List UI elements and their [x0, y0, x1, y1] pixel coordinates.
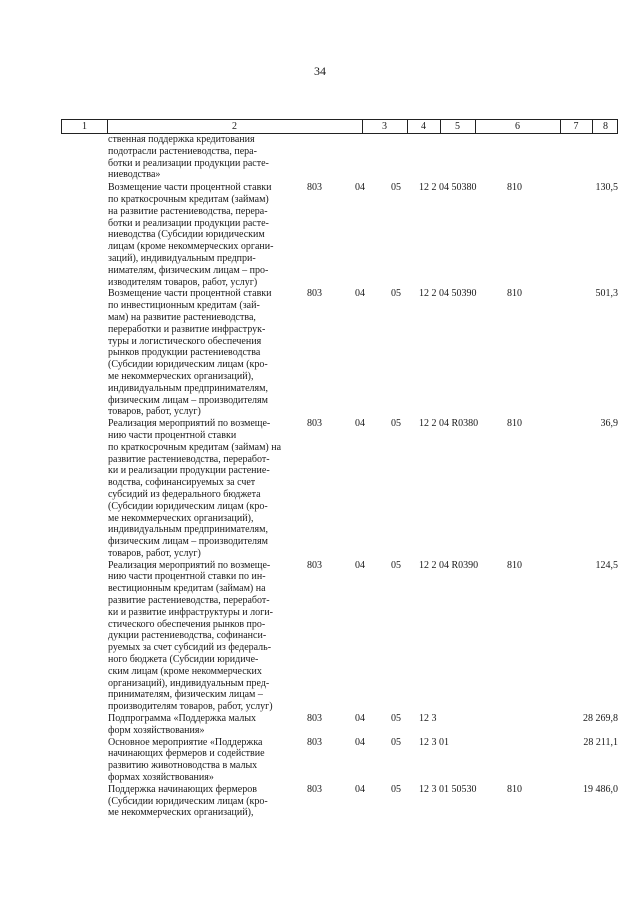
header-col-2: 2 — [232, 121, 237, 132]
row-subsection: 05 — [391, 288, 401, 300]
row-kbs: 803 — [307, 736, 322, 748]
row-kbs: 803 — [307, 418, 322, 430]
row-target-code: 12 2 04 R0380 — [419, 418, 479, 430]
row-section: 04 — [355, 288, 365, 300]
row-name: Возмещение части процентной ставки по инвестиционным кредитам (зай- мам) на развитие растениеводства, переработки и развитие инфраструк- туры и логистического обеспечения рынков продукции растениеводства (Субсидии юридическим лицам (кро- ме некоммерческих организаций), индивидуальным предпринимателям, физическим лицам – производителям товаров, работ, услуг) — [108, 288, 272, 418]
row-amount: 501,3 — [595, 288, 618, 300]
row-name: ственная поддержка кредитования подотрасли растениеводства, пера- ботки и реализации продукции расте- ниеводства» — [108, 134, 269, 181]
row-subsection: 05 — [391, 783, 401, 795]
row-target-code: 12 2 04 50380 — [419, 182, 477, 194]
row-name: Подпрограмма «Поддержка малых форм хозяйствования» — [108, 713, 257, 736]
row-amount: 36,9 — [600, 418, 618, 430]
row-name: Поддержка начинающих фермеров (Субсидии юридическим лицам (кро- ме некоммерческих организаций), — [108, 783, 268, 819]
row-name: Возмещение части процентной ставки по краткосрочным кредитам (займам) на развитие растениеводства, перера- ботки и реализации продукции расте- ниеводства (Субсидии юридическим лицам (кроме некоммерческих органи- заций), индивидуальным предпри- нимателям, физическим лицам – про- изводителям товаров, работ, услуг) — [108, 182, 274, 288]
header-col-4: 4 — [421, 121, 426, 132]
row-kbs: 803 — [307, 288, 322, 300]
table-body — [61, 134, 618, 819]
row-amount: 124,5 — [595, 559, 618, 571]
header-col-3: 3 — [382, 121, 387, 132]
header-col-6: 6 — [515, 121, 520, 132]
table-row — [61, 784, 618, 819]
row-amount: 28 269,8 — [583, 713, 618, 725]
row-section: 04 — [355, 783, 365, 795]
row-expense-type: 810 — [507, 559, 522, 571]
table-row — [61, 288, 618, 418]
row-amount: 130,5 — [595, 182, 618, 194]
header-col-8: 8 — [603, 121, 608, 132]
table-row — [61, 134, 618, 181]
row-name: Основное мероприятие «Поддержка начинающих фермеров и содействие развитию животноводства в малых формах хозяйствования» — [108, 736, 265, 784]
row-target-code: 12 3 — [419, 713, 437, 725]
page-number: 34 — [314, 64, 326, 78]
row-section: 04 — [355, 559, 365, 571]
row-subsection: 05 — [391, 713, 401, 725]
table-row — [61, 713, 618, 737]
budget-table — [61, 119, 618, 819]
table-row — [61, 418, 618, 560]
row-subsection: 05 — [391, 182, 401, 194]
row-expense-type: 810 — [507, 783, 522, 795]
header-col-1: 1 — [82, 121, 87, 132]
row-kbs: 803 — [307, 783, 322, 795]
row-expense-type: 810 — [507, 418, 522, 430]
row-subsection: 05 — [391, 559, 401, 571]
row-subsection: 05 — [391, 736, 401, 748]
row-expense-type: 810 — [507, 182, 522, 194]
table-row — [61, 182, 618, 288]
row-kbs: 803 — [307, 182, 322, 194]
table-row — [61, 737, 618, 784]
row-section: 04 — [355, 418, 365, 430]
row-target-code: 12 2 04 R0390 — [419, 559, 479, 571]
row-amount: 28 211,1 — [583, 736, 618, 748]
row-target-code: 12 3 01 50530 — [419, 783, 477, 795]
row-target-code: 12 2 04 50390 — [419, 288, 477, 300]
row-expense-type: 810 — [507, 288, 522, 300]
row-name: Реализация мероприятий по возмеще- нию части процентной ставки по краткосрочным кредитам (займам) на развитие растениеводства, переработ- ки и реализации продукции растение- водства, софинансируемых за счет субсидий из федерального бюджета (Субсидии юридическим лицам (кро- ме некоммерческих организаций), индивидуальным предпринимателям, физическим лицам – производителям товаров, работ, услуг) — [108, 418, 282, 559]
row-name: Реализация мероприятий по возмеще- нию части процентной ставки по ин- вестиционным кредитам (займам) на развитие растениеводства, переработ- ки и развитие инфраструктуры и логи- стического обеспечения рынков про- дукции растениеводства, софинанси- руемых за счет субсидий из федераль- ного бюджета (Субсидии юридиче- ским лицам (кроме некоммерческих организаций), индивидуальным пред- принимателям, физическим лицам – производителям товаров, работ, услуг) — [108, 559, 273, 713]
row-section: 04 — [355, 736, 365, 748]
header-col-7: 7 — [573, 121, 579, 132]
row-amount: 19 486,0 — [583, 783, 618, 795]
table-row — [61, 560, 618, 713]
row-section: 04 — [355, 713, 365, 725]
row-kbs: 803 — [307, 559, 322, 571]
row-kbs: 803 — [307, 713, 322, 725]
header-col-5: 5 — [455, 121, 460, 132]
row-section: 04 — [355, 182, 365, 194]
row-target-code: 12 3 01 — [419, 736, 449, 748]
table-header-row — [61, 119, 618, 134]
row-subsection: 05 — [391, 418, 401, 430]
